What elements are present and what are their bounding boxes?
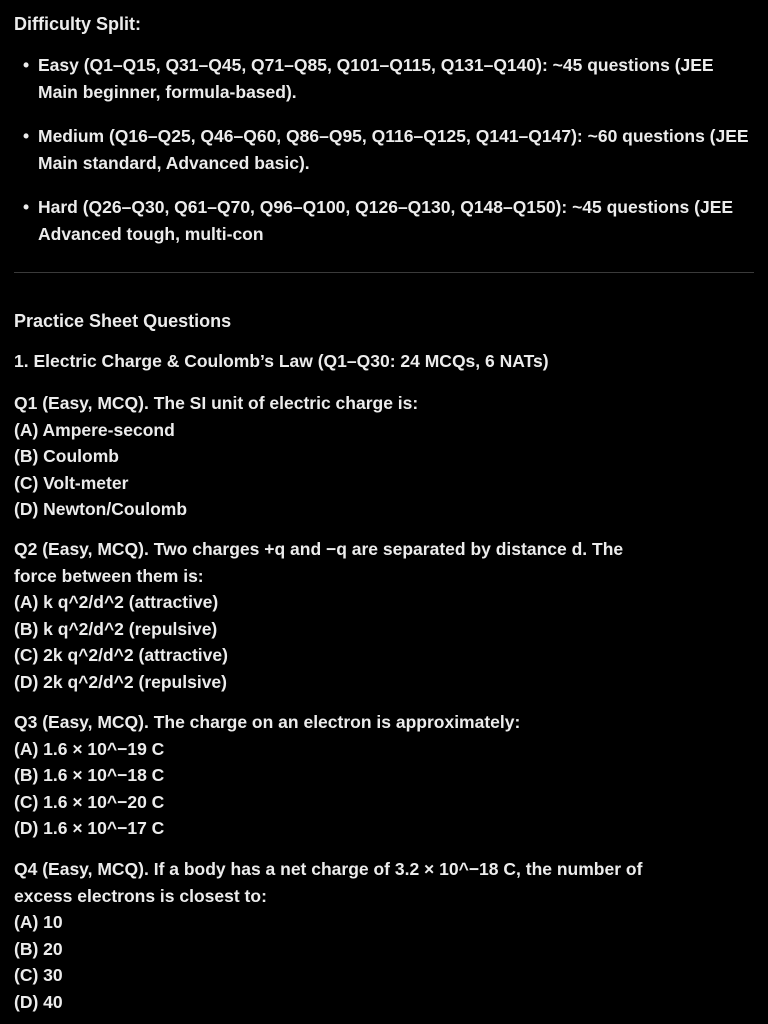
option-b: (B) k q^2/d^2 (repulsive) [14,618,218,639]
option-b: (B) 1.6 × 10^−18 C [14,765,165,785]
bullet-dot-icon: • [23,126,30,146]
option-b: (B) 20 [14,938,63,959]
question-stem: Q2 (Easy, MCQ). Two charges +q and −q are separated by distance d. The [14,539,624,559]
question-q2 [14,536,746,695]
question-stem: Q3 (Easy, MCQ). The charge on an electron is approximately: [14,712,521,732]
difficulty-bullet-hard [14,194,750,247]
option-a: (A) 1.6 × 10^−19 C [14,738,165,759]
bullet-text: Hard (Q26–Q30, Q61–Q70, Q96–Q100, Q126–Q130, Q148–Q150): ~45 questions (JEE Advanced tough, multi-con [38,197,734,244]
section-divider [14,272,754,273]
practice-sheet-heading: Practice Sheet Questions [14,311,232,331]
option-c: (C) 30 [14,965,63,985]
option-a: (A) Ampere-second [14,419,175,440]
option-d: (D) Newton/Coulomb [14,499,188,519]
difficulty-bullet-medium [14,123,750,176]
question-q4 [14,856,746,1015]
bullet-text: Medium (Q16–Q25, Q46–Q60, Q86–Q95, Q116–Q125, Q141–Q147): ~60 questions (JEE Main standard, Advanced basic). [38,126,749,173]
question-q3 [14,709,746,842]
option-d: (D) 2k q^2/d^2 (repulsive) [14,671,227,692]
question-q1 [14,390,746,523]
option-b: (B) Coulomb [14,446,119,466]
difficulty-split-heading: Difficulty Split: [14,14,141,34]
difficulty-bullet-easy [14,52,750,105]
section-title: 1. Electric Charge & Coulomb’s Law (Q1–Q30: 24 MCQs, 6 NATs) [14,351,549,371]
bullet-text: Easy (Q1–Q15, Q31–Q45, Q71–Q85, Q101–Q115, Q131–Q140): ~45 questions (JEE Main beginner, formula-based). [38,55,714,102]
question-stem: Q1 (Easy, MCQ). The SI unit of electric charge is: [14,393,419,413]
option-c: (C) 1.6 × 10^−20 C [14,791,165,812]
option-a: (A) 10 [14,912,63,932]
question-stem-continued: force between them is: [14,565,204,586]
option-d: (D) 40 [14,991,63,1012]
option-c: (C) Volt-meter [14,472,129,493]
bullet-dot-icon: • [23,197,30,217]
option-a: (A) k q^2/d^2 (attractive) [14,592,219,612]
option-c: (C) 2k q^2/d^2 (attractive) [14,645,228,665]
option-d: (D) 1.6 × 10^−17 C [14,818,165,838]
question-stem-continued: excess electrons is closest to: [14,885,267,906]
question-stem: Q4 (Easy, MCQ). If a body has a net charge of 3.2 × 10^−18 C, the number of [14,859,643,879]
bullet-dot-icon: • [23,55,30,75]
difficulty-bullet-list [14,52,750,265]
